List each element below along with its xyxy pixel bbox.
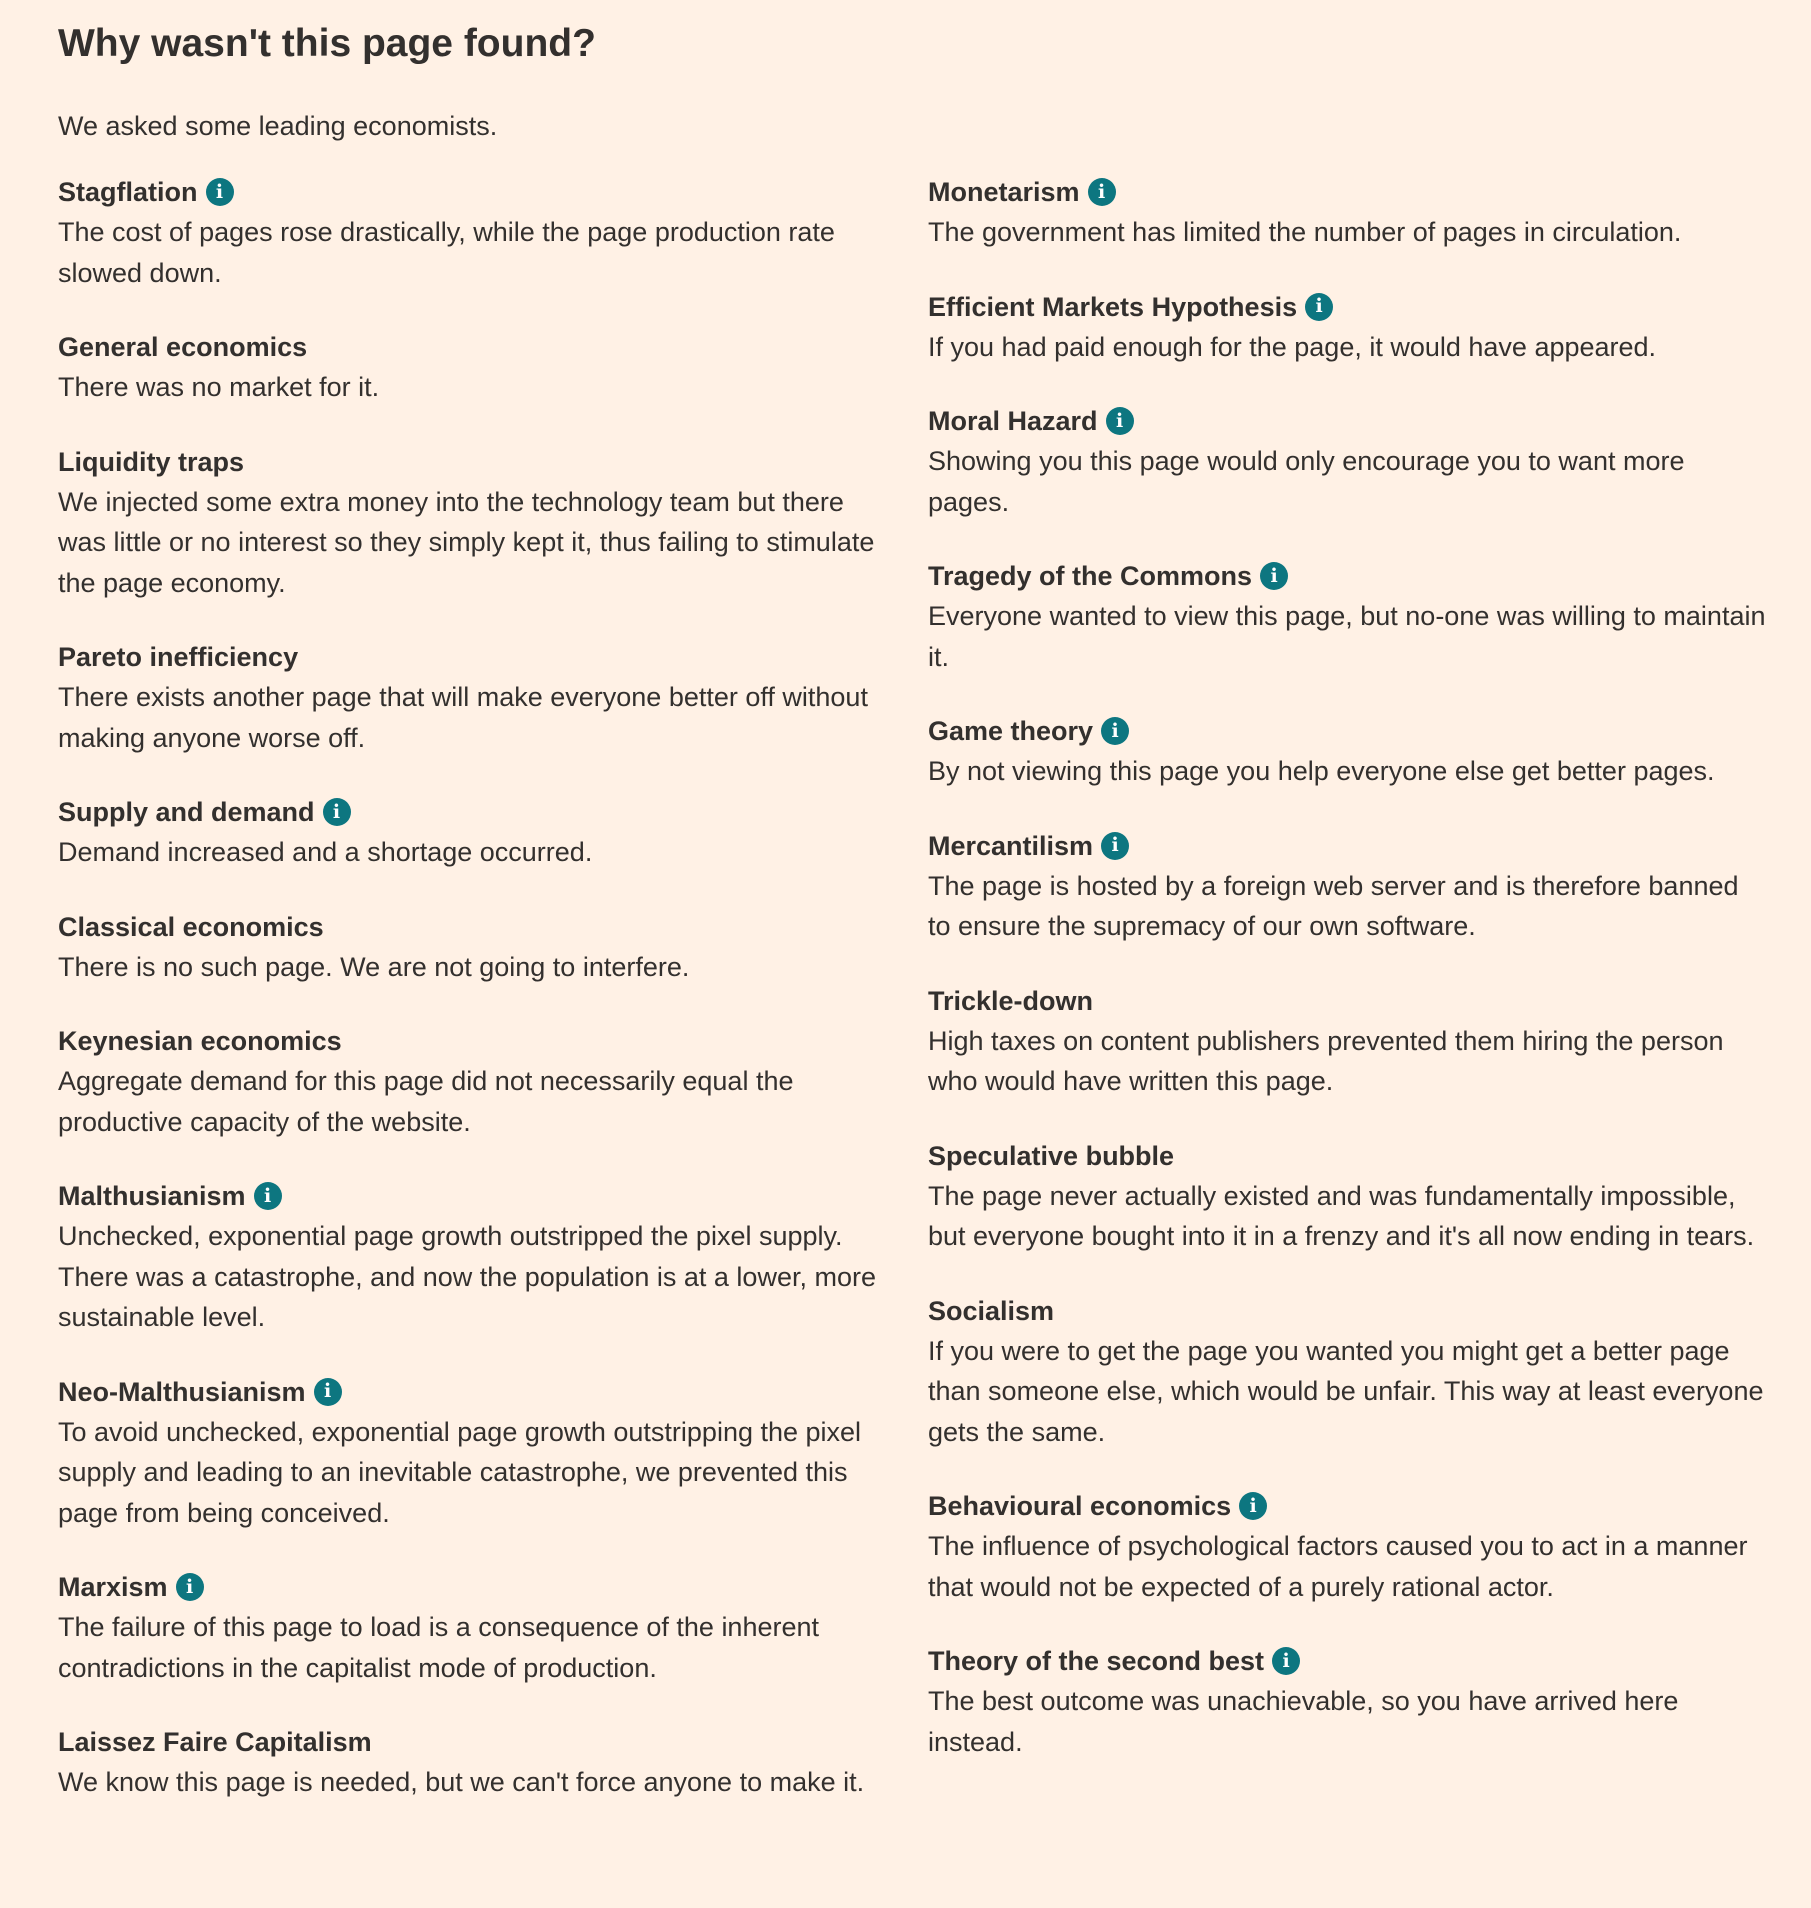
explanation-text: There was no market for it. — [58, 372, 380, 402]
info-icon[interactable]: i — [1106, 407, 1134, 435]
term-label: Socialism — [928, 1295, 1055, 1326]
explanation-text: The page never actually existed and was fundamentally impossible, but everyone bought into it in a frenzy and it's all now ending in tears. — [928, 1180, 1755, 1251]
term-label: Marxism — [58, 1572, 168, 1602]
left-column — [58, 172, 898, 1837]
explanation-moral-hazard — [928, 401, 1768, 522]
explanation-text: Aggregate demand for this page did not necessarily equal the productive capacity of the website. — [58, 1066, 794, 1137]
explanation-term — [58, 327, 898, 367]
term-label: Game theory — [928, 716, 1094, 746]
info-icon[interactable]: i — [206, 178, 234, 206]
explanation-laissez-faire-capitalism — [58, 1722, 898, 1803]
info-icon[interactable]: i — [314, 1378, 342, 1406]
explanation-term — [928, 711, 1768, 751]
explanation-term — [58, 1021, 898, 1061]
explanation-mercantilism — [928, 826, 1768, 947]
term-label: Laissez Faire Capitalism — [58, 1727, 372, 1757]
term-label: Classical economics — [58, 911, 324, 942]
explanation-game-theory — [928, 711, 1768, 792]
explanation-text: By not viewing this page you help everyone else get better pages. — [928, 756, 1715, 786]
explanation-general-economics — [58, 327, 898, 408]
explanation-term — [928, 1641, 1768, 1681]
explanation-text: The government has limited the number of pages in circulation. — [928, 217, 1682, 247]
explanation-trickle-down — [928, 981, 1768, 1102]
explanation-neo-malthusianism — [58, 1372, 898, 1534]
term-label: Monetarism — [928, 177, 1080, 207]
explanation-monetarism — [928, 172, 1768, 253]
explanation-classical-economics — [58, 907, 898, 988]
explanation-text: To avoid unchecked, exponential page growth outstripping the pixel supply and leading to an inevitable catastrophe, we prevented this page from being conceived. — [58, 1416, 862, 1528]
explanation-behavioural-economics — [928, 1486, 1768, 1607]
explanation-liquidity-traps — [58, 442, 898, 604]
explanation-marxism — [58, 1567, 898, 1688]
info-icon[interactable]: i — [1239, 1492, 1267, 1520]
explanation-term — [928, 401, 1768, 441]
explanation-text: We know this page is needed, but we can't force anyone to make it. — [58, 1767, 865, 1797]
explanation-tragedy-of-the-commons — [928, 556, 1768, 677]
explanation-text: There is no such page. We are not going to interfere. — [58, 951, 690, 982]
explanation-term — [58, 792, 898, 832]
info-icon[interactable]: i — [176, 1573, 204, 1601]
explanation-text: High taxes on content publishers prevented them hiring the person who would have written this page. — [928, 1025, 1724, 1096]
info-icon[interactable]: i — [1101, 832, 1129, 860]
explanation-text: If you were to get the page you wanted you might get a better page than someone else, which would be unfair. This way at least everyone gets the same. — [928, 1335, 1764, 1447]
explanation-text: The influence of psychological factors caused you to act in a manner that would not be expected of a purely rational actor. — [928, 1531, 1748, 1602]
term-label: Efficient Markets Hypothesis — [928, 291, 1298, 322]
term-label: Speculative bubble — [928, 1140, 1175, 1171]
explanation-term — [58, 172, 898, 212]
explanation-stagflation — [58, 172, 898, 293]
explanation-malthusianism — [58, 1176, 898, 1338]
explanation-text: The failure of this page to load is a consequence of the inherent contradictions in the capitalist mode of production. — [58, 1612, 820, 1683]
info-icon[interactable]: i — [1272, 1647, 1300, 1675]
explanation-efficient-markets-hypothesis — [928, 287, 1768, 368]
term-label: Moral Hazard — [928, 406, 1098, 436]
explanation-text: There exists another page that will make everyone better off without making anyone worse off. — [58, 682, 868, 753]
intro-text: We asked some leading economists. — [58, 111, 498, 141]
info-icon[interactable]: i — [1260, 562, 1288, 590]
explanation-supply-and-demand — [58, 792, 898, 873]
explanation-term — [928, 1291, 1768, 1331]
info-icon[interactable]: i — [323, 798, 351, 826]
explanation-term — [58, 907, 898, 947]
explanation-term — [58, 1372, 898, 1412]
explanations — [58, 172, 1766, 1837]
explanation-text: Unchecked, exponential page growth outstripped the pixel supply. There was a catastrophe, and now the population is at a lower, more sustainable level. — [58, 1221, 876, 1332]
explanation-term — [58, 1567, 898, 1607]
explanation-pareto-inefficiency — [58, 637, 898, 758]
term-label: Mercantilism — [928, 830, 1094, 861]
term-label: Keynesian economics — [58, 1026, 342, 1056]
explanation-term — [928, 287, 1768, 327]
term-label: Malthusianism — [58, 1181, 246, 1211]
explanation-term — [58, 637, 898, 677]
info-icon[interactable]: i — [1088, 178, 1116, 206]
term-label: Behavioural economics — [928, 1491, 1232, 1521]
explanation-text: The page is hosted by a foreign web server and is therefore banned to ensure the supremacy of our own software. — [928, 870, 1739, 941]
explanation-socialism — [928, 1291, 1768, 1453]
explanation-theory-of-the-second-best — [928, 1641, 1768, 1762]
explanation-term — [928, 556, 1768, 596]
page-title: Why wasn't this page found? — [58, 22, 596, 65]
info-icon[interactable]: i — [254, 1182, 282, 1210]
explanation-term — [58, 442, 898, 482]
term-label: Pareto inefficiency — [58, 642, 299, 672]
explanation-term — [928, 826, 1768, 866]
info-icon[interactable]: i — [1305, 293, 1333, 321]
explanation-term — [58, 1176, 898, 1216]
term-label: Liquidity traps — [58, 446, 245, 477]
term-label: Stagflation — [58, 177, 198, 207]
explanation-speculative-bubble — [928, 1136, 1768, 1257]
explanation-term — [58, 1722, 898, 1762]
term-label: Neo-Malthusianism — [58, 1376, 306, 1407]
right-column — [928, 172, 1768, 1837]
explanation-text: The best outcome was unachievable, so you have arrived here instead. — [928, 1686, 1679, 1757]
explanation-term — [928, 981, 1768, 1021]
term-label: Trickle-down — [928, 985, 1094, 1016]
explanation-text: If you had paid enough for the page, it would have appeared. — [928, 331, 1657, 362]
explanation-text: Showing you this page would only encourage you to want more pages. — [928, 446, 1685, 517]
explanation-term — [928, 1136, 1768, 1176]
info-icon[interactable]: i — [1101, 717, 1129, 745]
explanation-keynesian-economics — [58, 1021, 898, 1142]
explanation-term — [928, 1486, 1768, 1526]
explanation-term — [928, 172, 1768, 212]
explanation-text: We injected some extra money into the technology team but there was little or no interest so they simply kept it, thus failing to stimulate the page economy. — [58, 486, 875, 598]
explanation-text: Everyone wanted to view this page, but no-one was willing to maintain it. — [928, 601, 1766, 672]
term-label: Tragedy of the Commons — [928, 561, 1253, 591]
term-label: Supply and demand — [58, 797, 315, 827]
term-label: General economics — [58, 332, 308, 362]
term-label: Theory of the second best — [928, 1646, 1265, 1676]
explanation-text: The cost of pages rose drastically, while the page production rate slowed down. — [58, 217, 835, 288]
explanation-text: Demand increased and a shortage occurred. — [58, 837, 593, 867]
